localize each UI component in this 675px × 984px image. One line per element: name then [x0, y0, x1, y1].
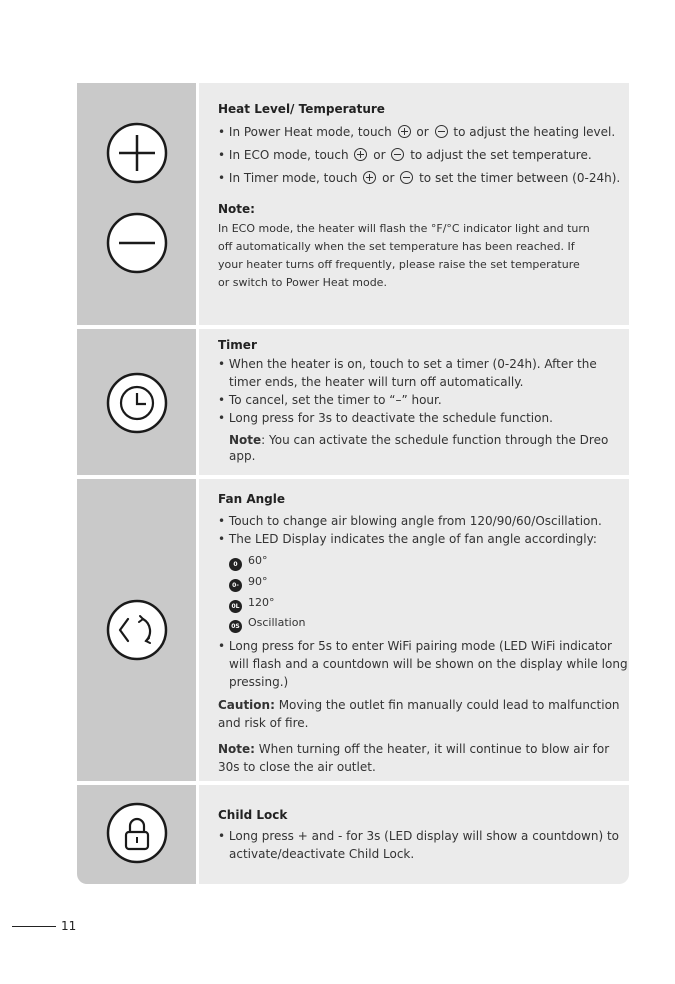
plus-icon: [106, 122, 168, 184]
note-line: off automatically when the set temperature has been reached. If: [218, 240, 575, 253]
heat-level-row: [77, 83, 629, 325]
minus-icon: [106, 212, 168, 274]
plus-icon: [363, 171, 376, 184]
bullet-continuation: will flash and a countdown will be shown on the display while long: [229, 657, 628, 671]
timer-row: [77, 329, 629, 475]
caution-line: and risk of fire.: [218, 716, 309, 730]
section-title: Heat Level/ Temperature: [218, 102, 385, 116]
lock-icon: [106, 802, 168, 864]
note-line: or switch to Power Heat mode.: [218, 276, 387, 289]
bullet-item: • Long press for 3s to deactivate the schedule function.: [218, 411, 553, 425]
instruction-table: [77, 83, 629, 884]
section-title: Child Lock: [218, 808, 288, 822]
note-line: Note: When turning off the heater, it will continue to blow air for: [218, 742, 610, 756]
angle-item: 0 60°: [229, 554, 268, 571]
bullet-item: • The LED Display indicates the angle of fan angle accordingly:: [218, 532, 597, 546]
bullet-continuation: activate/deactivate Child Lock.: [229, 847, 415, 861]
plus-icon: [354, 148, 367, 161]
led-angle-icon: 0-: [229, 579, 242, 592]
child-lock-row: [77, 785, 629, 884]
note-line: In ECO mode, the heater will flash the °F/°C indicator light and turn: [218, 222, 590, 235]
note-line: app.: [229, 449, 256, 463]
note-line: 30s to close the air outlet.: [218, 760, 376, 774]
led-angle-icon: 0L: [229, 600, 242, 613]
text-cell: [199, 785, 629, 884]
icon-cell: [77, 329, 196, 475]
caution-line: Caution: Moving the outlet fin manually could lead to malfunction: [218, 698, 620, 712]
text-cell: [199, 479, 629, 781]
bullet-item: • Long press + and - for 3s (LED display will show a countdown) to: [218, 829, 619, 843]
clock-icon: [106, 372, 168, 434]
fan-angle-row: [77, 479, 629, 781]
page-number-rule: [12, 926, 56, 927]
note-label: Note:: [218, 202, 255, 216]
bullet-continuation: timer ends, the heater will turn off automatically.: [229, 375, 524, 389]
note-line: your heater turns off frequently, please raise the set temperature: [218, 258, 580, 271]
icon-cell: [77, 83, 196, 325]
angle-item: 0- 90°: [229, 575, 268, 592]
bullet-item: • To cancel, set the timer to “–” hour.: [218, 393, 442, 407]
note-line: Note: You can activate the schedule function through the Dreo: [229, 433, 609, 447]
icon-cell: [77, 785, 196, 884]
text-cell: [199, 329, 629, 475]
bullet-item: • In Power Heat mode, touch or to adjust the heating level.: [218, 125, 616, 139]
oscillation-icon: [106, 599, 168, 661]
led-angle-icon: 0S: [229, 620, 242, 633]
bullet-continuation: pressing.): [229, 675, 289, 689]
bullet-item: • Long press for 5s to enter WiFi pairing mode (LED WiFi indicator: [218, 639, 612, 653]
section-title: Timer: [218, 338, 257, 352]
bullet-item: • In Timer mode, touch or to set the timer between (0-24h).: [218, 171, 621, 185]
angle-item: 0S Oscillation: [229, 616, 305, 633]
minus-icon: [400, 171, 413, 184]
bullet-item: • When the heater is on, touch to set a timer (0-24h). After the: [218, 357, 597, 371]
bullet-item: • In ECO mode, touch or to adjust the set temperature.: [218, 148, 592, 162]
plus-icon: [398, 125, 411, 138]
page-number: 11: [61, 919, 77, 933]
angle-item: 0L 120°: [229, 596, 275, 613]
text-cell: [199, 83, 629, 325]
bullet-item: • Touch to change air blowing angle from 120/90/60/Oscillation.: [218, 514, 602, 528]
icon-cell: [77, 479, 196, 781]
section-title: Fan Angle: [218, 492, 285, 506]
minus-icon: [435, 125, 448, 138]
minus-icon: [391, 148, 404, 161]
led-angle-icon: 0: [229, 558, 242, 571]
